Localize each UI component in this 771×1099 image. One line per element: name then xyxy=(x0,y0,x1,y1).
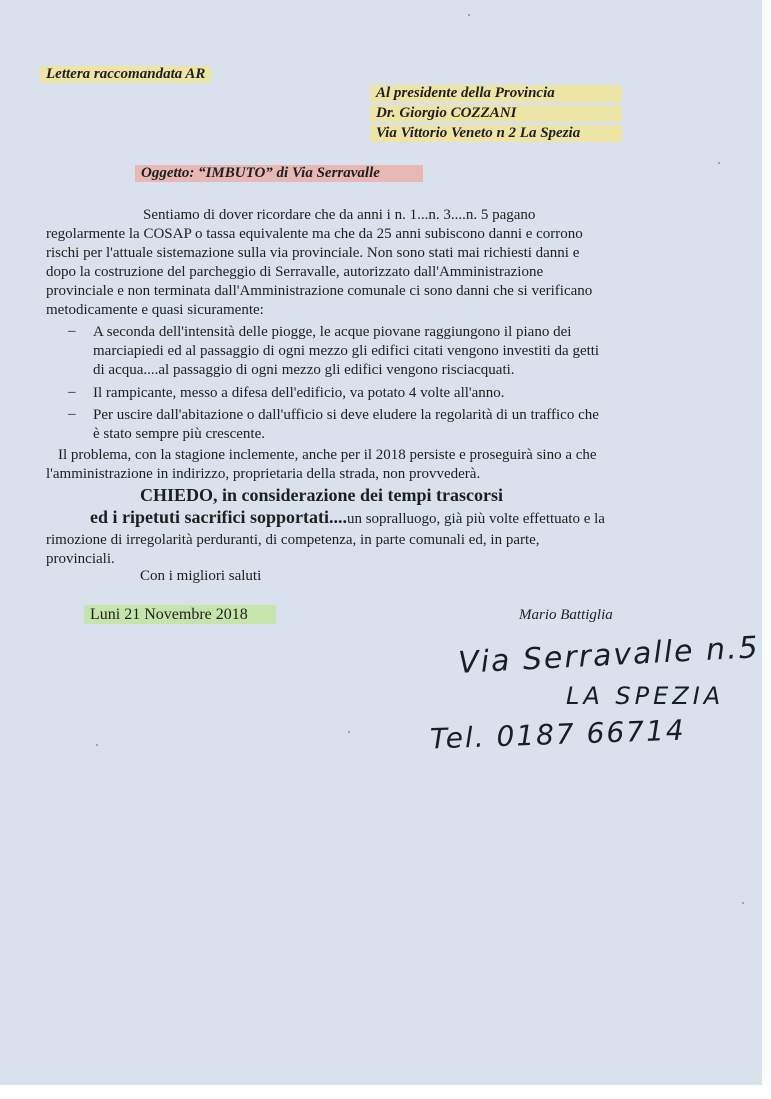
closing-greeting: Con i migliori saluti xyxy=(140,568,262,584)
paragraph-2-line-1: Il problema, con la stagione inclemente, anche per il 2018 persiste e proseguirà sino a che xyxy=(58,447,597,463)
request-line-2-rest: un sopralluogo, già più volte effettuato e la xyxy=(346,511,605,527)
registered-mail-label: Lettera raccomandata AR xyxy=(40,66,211,83)
bullet-1-line-1: A seconda dell'intensità delle piogge, le acque piovane raggiungono il piano dei xyxy=(93,324,572,340)
scan-speck xyxy=(468,14,470,16)
bullet-1-line-2: marciapiedi ed al passaggio di ogni mezzo gli edifici citati vengono investiti da getti xyxy=(93,343,600,359)
bullet-dash: – xyxy=(68,406,76,422)
scan-speck xyxy=(348,731,350,733)
handwritten-city: LA SPEZIA xyxy=(566,682,725,710)
bullet-dash: – xyxy=(68,323,76,339)
recipient-line-2: Dr. Giorgio COZZANI xyxy=(370,105,622,122)
request-continuation-line-2: provinciali. xyxy=(46,551,115,567)
subject-line: Oggetto: “IMBUTO” di Via Serravalle xyxy=(135,165,423,182)
paragraph-1-line-2: regolarmente la COSAP o tassa equivalente ma che da 25 anni subiscono danni e corrono xyxy=(46,226,583,242)
scan-speck xyxy=(742,902,744,904)
scan-speck xyxy=(718,162,720,164)
bullet-dash: – xyxy=(68,384,76,400)
date-line: Luni 21 Novembre 2018 xyxy=(84,605,276,624)
request-line-2 xyxy=(90,507,605,529)
bullet-3-line-2: è stato sempre più crescente. xyxy=(93,426,266,442)
signer-name: Mario Battiglia xyxy=(519,607,613,623)
paragraph-1-line-1: Sentiamo di dover ricordare che da anni i n. 1...n. 3....n. 5 pagano xyxy=(143,207,536,223)
paragraph-1-line-5: provinciale e non terminata dall'Amministrazione comunale ci sono danni che si verificano xyxy=(46,283,593,299)
paragraph-1-line-3: rischi per l'attuale sistemazione sulla via provinciale. Non sono stati mai richiesti danni e xyxy=(46,245,580,261)
scan-speck xyxy=(96,744,98,746)
request-emphasis: ed i ripetuti sacrifici sopportati.... xyxy=(90,507,347,527)
handwritten-address: Via Serravalle n.5 xyxy=(457,630,761,681)
bullet-3-line-1: Per uscire dall'abitazione o dall'ufficio si deve eludere la regolarità di un traffico che xyxy=(93,407,599,423)
request-heading: CHIEDO, in considerazione dei tempi trascorsi xyxy=(140,485,503,505)
handwritten-phone: Tel. 0187 66714 xyxy=(429,713,687,756)
recipient-line-1: Al presidente della Provincia xyxy=(370,85,622,102)
recipient-line-3: Via Vittorio Veneto n 2 La Spezia xyxy=(370,125,622,142)
paragraph-2-line-2: l'amministrazione in indirizzo, proprietaria della strada, non provvederà. xyxy=(46,466,481,482)
bullet-2-line-1: Il rampicante, messo a difesa dell'edificio, va potato 4 volte all'anno. xyxy=(93,385,505,401)
paragraph-1-line-6: metodicamente e quasi sicuramente: xyxy=(46,302,264,318)
bullet-1-line-3: di acqua....al passaggio di ogni mezzo gli edifici vengono risciacquati. xyxy=(93,362,515,378)
request-continuation-line-1: rimozione di irregolarità perduranti, di competenza, in parte comunali ed, in parte, xyxy=(46,532,540,548)
paragraph-1-line-4: dopo la costruzione del parcheggio di Serravalle, autorizzato dall'Amministrazione xyxy=(46,264,544,280)
